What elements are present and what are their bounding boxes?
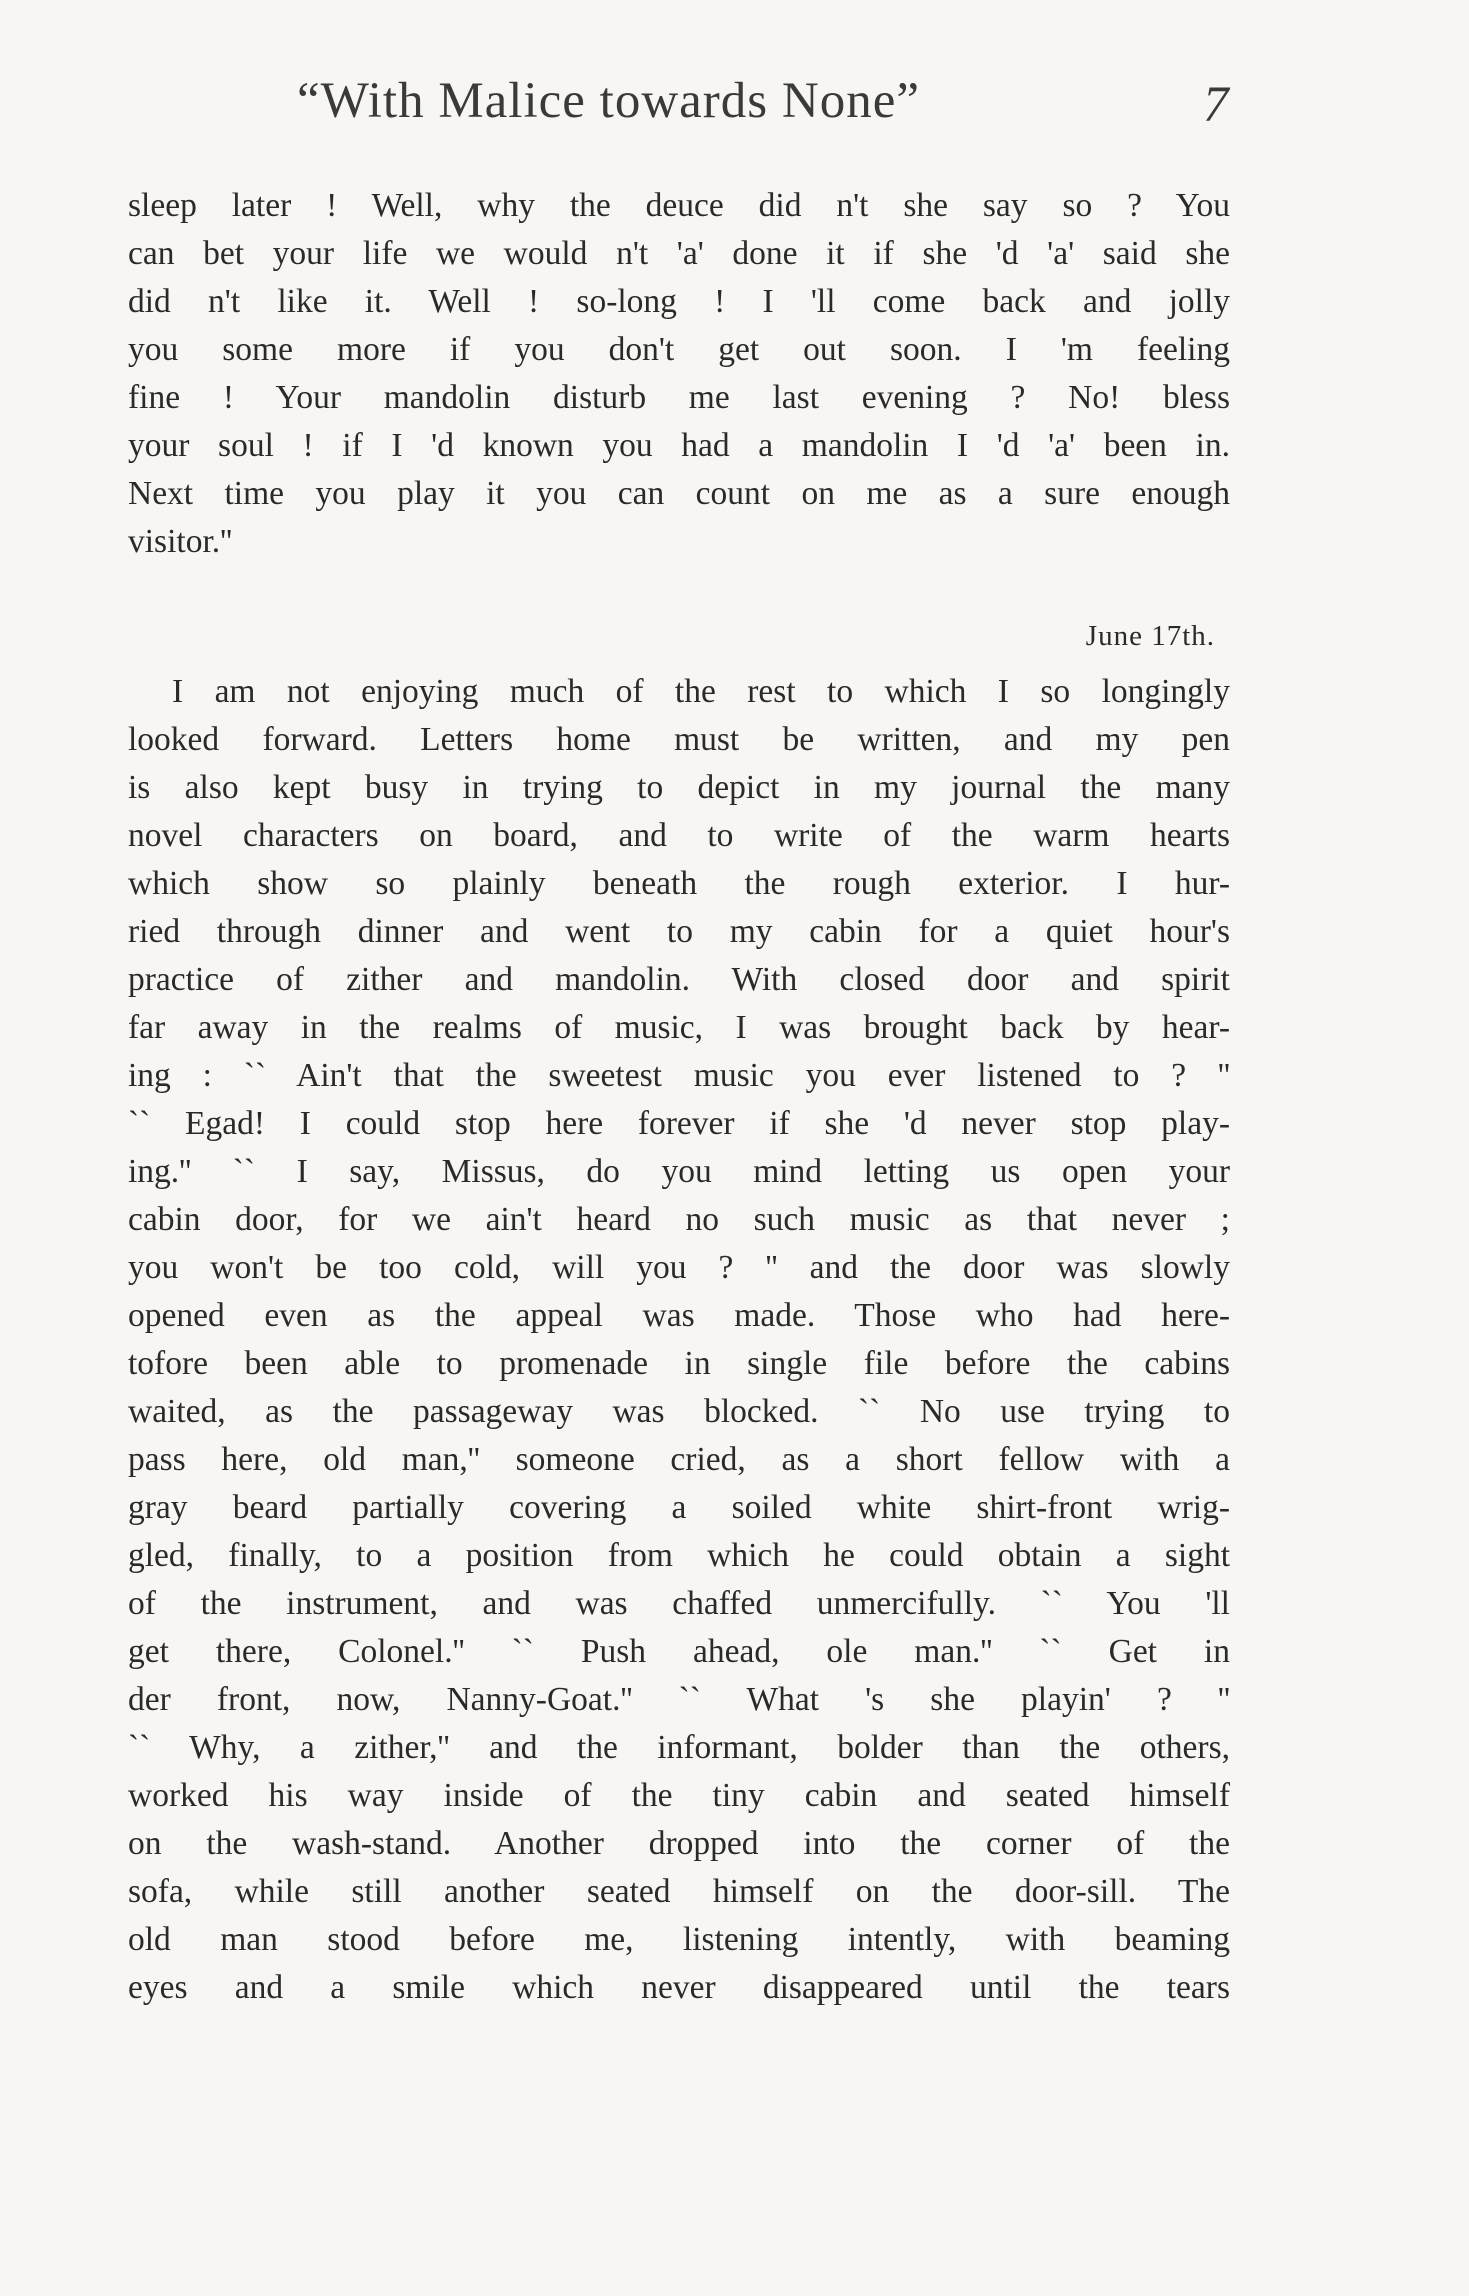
text-line: opened even as the appeal was made. Those who had here-	[128, 1297, 1230, 1334]
running-title: “With Malice towards None”	[297, 73, 920, 129]
text-line: sofa, while still another seated himself on the door-sill. The	[128, 1873, 1230, 1910]
text-line: you some more if you don't get out soon. I 'm feeling	[128, 331, 1230, 368]
text-line: sleep later ! Well, why the deuce did n't she say so ? You	[128, 187, 1230, 224]
text-line: fine ! Your mandolin disturb me last evening ? No! bless	[128, 379, 1230, 416]
text-line: ried through dinner and went to my cabin for a quiet hour's	[128, 913, 1230, 950]
page-number: 7	[1203, 77, 1229, 133]
text-line: far away in the realms of music, I was brought back by hear-	[128, 1009, 1230, 1046]
text-line: ing : `` Ain't that the sweetest music you ever listened to ? ''	[128, 1057, 1230, 1094]
text-line: eyes and a smile which never disappeared until the tears	[128, 1969, 1230, 2006]
text-line: gled, finally, to a position from which he could obtain a sight	[128, 1537, 1230, 1574]
text-line: is also kept busy in trying to depict in my journal the many	[128, 769, 1230, 806]
text-line: which show so plainly beneath the rough exterior. I hur-	[128, 865, 1230, 902]
text-line: visitor.''	[128, 523, 233, 560]
text-line: you won't be too cold, will you ? '' and the door was slowly	[128, 1249, 1230, 1286]
date-heading: June 17th.	[1085, 620, 1215, 652]
text-line: practice of zither and mandolin. With closed door and spirit	[128, 961, 1230, 998]
text-line: der front, now, Nanny-Goat.'' `` What 's she playin' ? ''	[128, 1681, 1230, 1718]
text-line: old man stood before me, listening intently, with beaming	[128, 1921, 1230, 1958]
text-line: gray beard partially covering a soiled white shirt-front wrig-	[128, 1489, 1230, 1526]
text-line: of the instrument, and was chaffed unmercifully. `` You 'll	[128, 1585, 1230, 1622]
text-line: ing.'' `` I say, Missus, do you mind letting us open your	[128, 1153, 1230, 1190]
text-line: on the wash-stand. Another dropped into the corner of the	[128, 1825, 1230, 1862]
text-line: pass here, old man,'' someone cried, as a short fellow with a	[128, 1441, 1230, 1478]
text-line: `` Why, a zither,'' and the informant, bolder than the others,	[128, 1729, 1230, 1766]
text-line: looked forward. Letters home must be written, and my pen	[128, 721, 1230, 758]
text-line: your soul ! if I 'd known you had a mandolin I 'd 'a' been in.	[128, 427, 1230, 464]
text-line: I am not enjoying much of the rest to which I so longingly	[172, 673, 1230, 710]
text-line: worked his way inside of the tiny cabin and seated himself	[128, 1777, 1230, 1814]
text-line: Next time you play it you can count on me as a sure enough	[128, 475, 1230, 512]
paragraph-2	[128, 668, 1230, 2012]
text-line: waited, as the passageway was blocked. `` No use trying to	[128, 1393, 1230, 1430]
text-line: can bet your life we would n't 'a' done it if she 'd 'a' said she	[128, 235, 1230, 272]
paragraph-1	[128, 182, 1230, 566]
text-line: get there, Colonel.'' `` Push ahead, ole man.'' `` Get in	[128, 1633, 1230, 1670]
text-line: `` Egad! I could stop here forever if she 'd never stop play-	[128, 1105, 1230, 1142]
text-line: novel characters on board, and to write of the warm hearts	[128, 817, 1230, 854]
text-line: did n't like it. Well ! so-long ! I 'll come back and jolly	[128, 283, 1230, 320]
text-line: cabin door, for we ain't heard no such music as that never ;	[128, 1201, 1230, 1238]
text-line: tofore been able to promenade in single file before the cabins	[128, 1345, 1230, 1382]
